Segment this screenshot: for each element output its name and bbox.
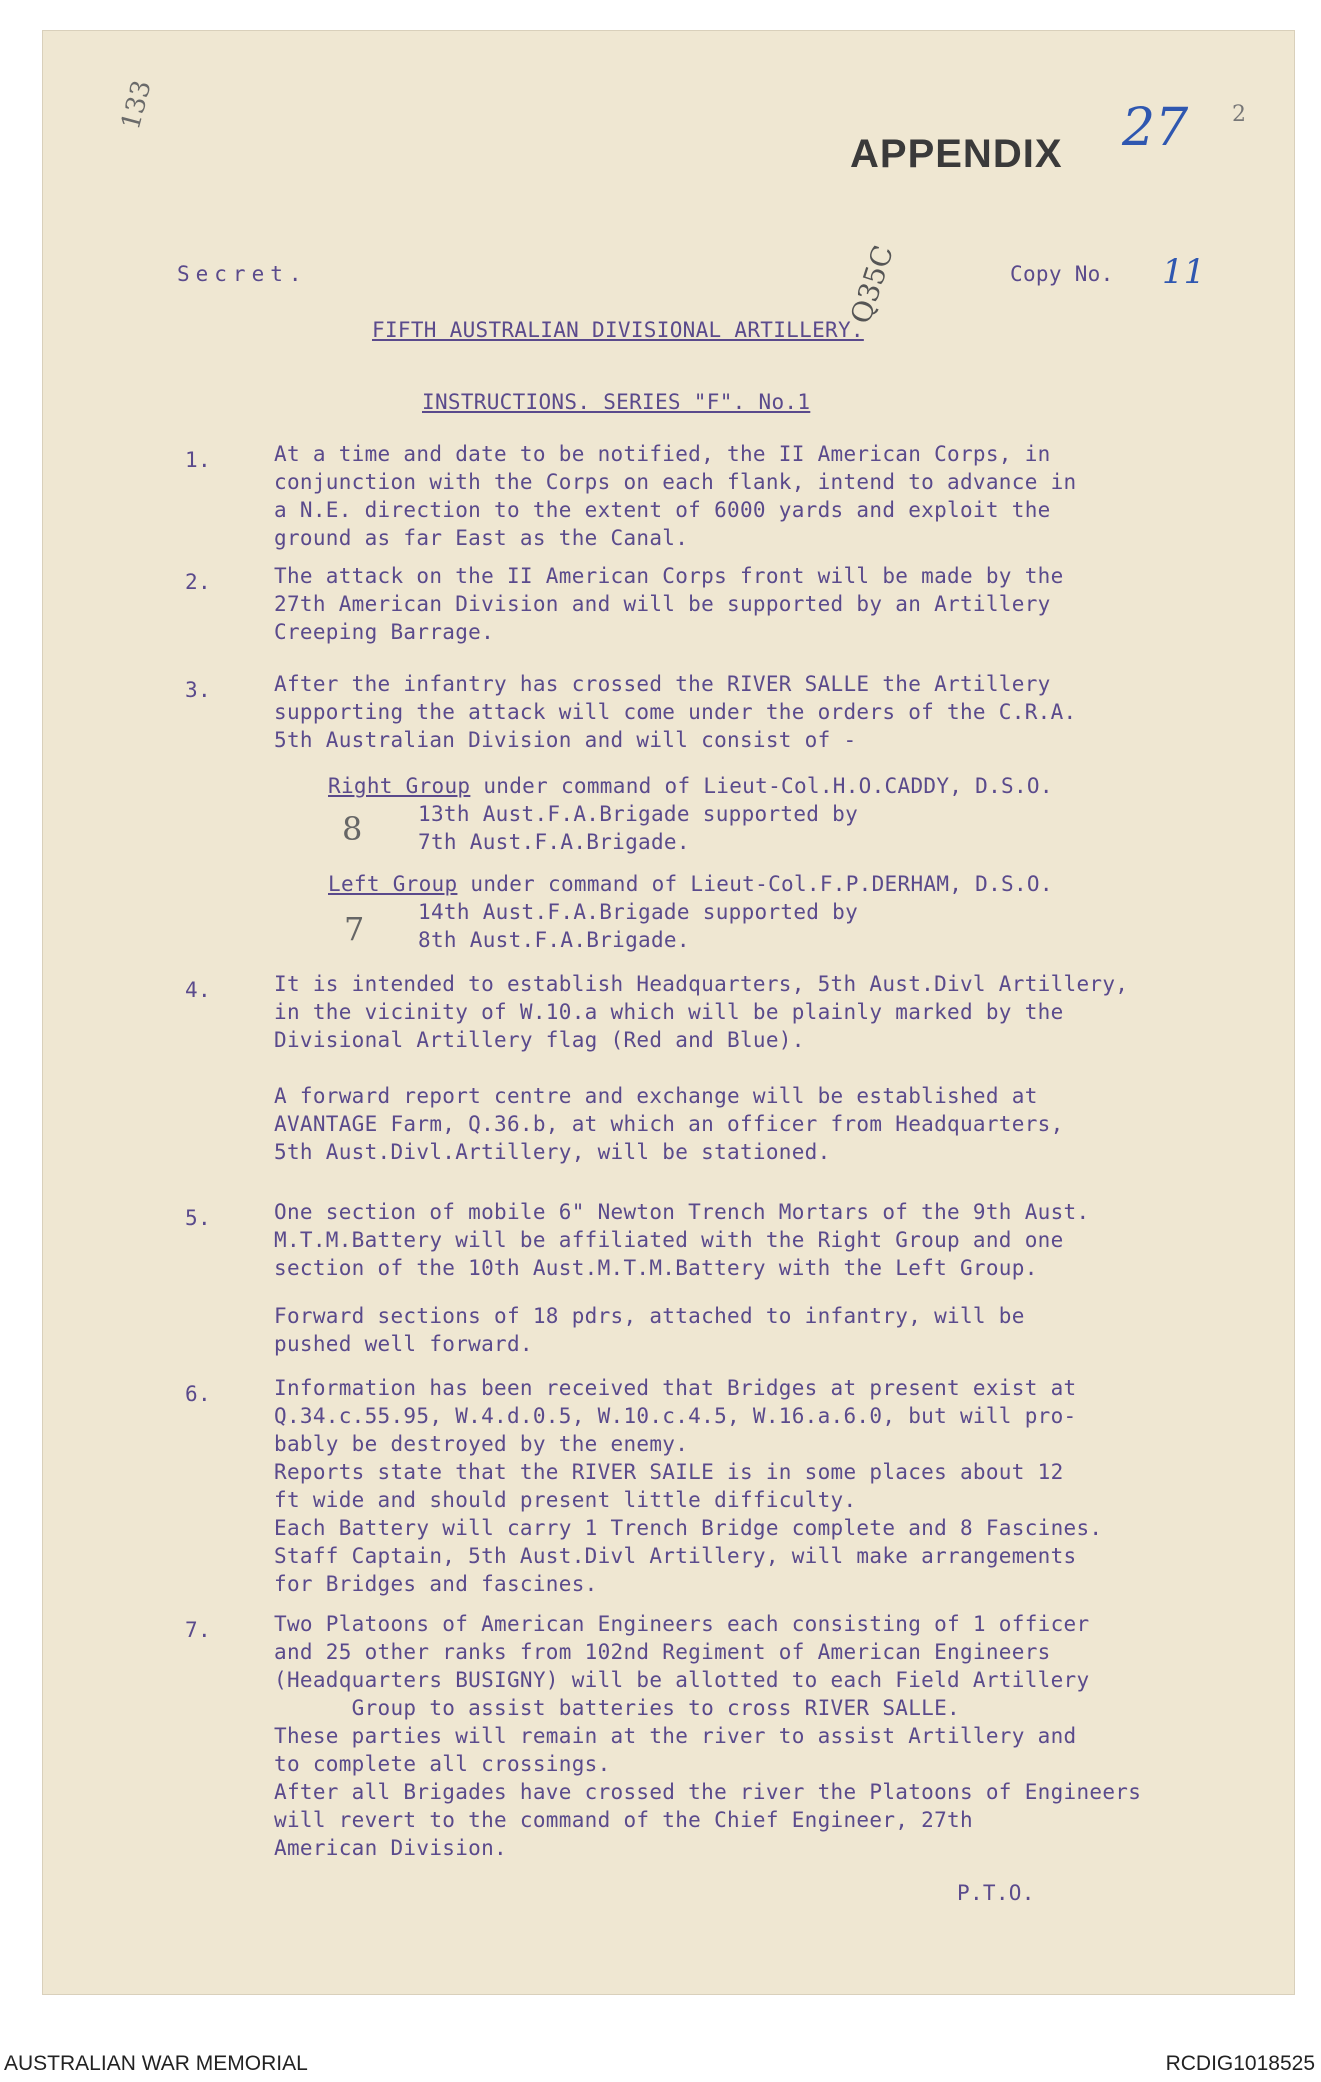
paragraph-3: After the infantry has crossed the RIVER SALLE the Artillery supporting the attack will come under the orders of the C.R.A. 5th Australian Division and will consist of - bbox=[274, 672, 1077, 752]
paragraph-6: Information has been received that Bridges at present exist at Q.34.c.55.95, W.4.d.0.5, W.10.c.4.5, W.16.a.6.0, but will pro- bably be destroyed by the enemy. Reports state that the RIVER SAILE is in some places about 12 ft wide and should present little difficulty. Each Battery will carry 1 Trench Bridge complete and 8 Fascines. Staff Captain, 5th Aust.Divl Artillery, will make arrangements for Bridges and fascines. bbox=[274, 1376, 1103, 1596]
document-page bbox=[42, 30, 1295, 1995]
left-group-block: Left Group under command of Lieut-Col.F.P.DERHAM, D.S.O. 14th Aust.F.A.Brigade supported by 8th Aust.F.A.Brigade. bbox=[328, 872, 1053, 952]
right-group-block: Right Group under command of Lieut-Col.H.O.CADDY, D.S.O. 13th Aust.F.A.Brigade supported by 7th Aust.F.A.Brigade. bbox=[328, 774, 1053, 854]
archive-credit: AUSTRALIAN WAR MEMORIAL bbox=[4, 2052, 308, 2075]
paragraph-number: 5. bbox=[185, 1206, 211, 1230]
margin-mark: 8 bbox=[342, 810, 363, 848]
document-title: FIFTH AUSTRALIAN DIVISIONAL ARTILLERY. bbox=[372, 318, 864, 342]
paragraph-4: It is intended to establish Headquarters, 5th Aust.Divl Artillery, in the vicinity of W.10.a which will be plainly marked by the Divisional Artillery flag (Red and Blue). bbox=[274, 972, 1129, 1052]
paragraph-5-continued: Forward sections of 18 pdrs, attached to infantry, will be pushed well forward. bbox=[274, 1304, 1025, 1356]
archive-reference-number: 133 bbox=[115, 77, 158, 133]
paragraph-5: One section of mobile 6" Newton Trench Mortars of the 9th Aust. M.T.M.Battery will be affiliated with the Right Group and one section of the 10th Aust.M.T.M.Battery with the Left Group. bbox=[274, 1200, 1090, 1280]
paragraph-4-continued: A forward report centre and exchange will be established at AVANTAGE Farm, Q.36.b, at which an officer from Headquarters, 5th Aust.Divl.Artillery, will be stationed. bbox=[274, 1084, 1064, 1164]
paragraph-2: The attack on the II American Corps front will be made by the 27th American Division and will be supported by an Artillery Creeping Barrage. bbox=[274, 564, 1064, 644]
appendix-number-stamped: 2 bbox=[1232, 102, 1246, 127]
copy-number-handwritten: 11 bbox=[1162, 252, 1206, 292]
classification: Secret. bbox=[177, 262, 308, 286]
paragraph-1: At a time and date to be notified, the II American Corps, in conjunction with the Corps on each flank, intend to advance in a N.E. direction to the extent of 6000 yards and exploit the ground as far East as the Canal. bbox=[274, 442, 1077, 550]
paragraph-number: 7. bbox=[185, 1618, 211, 1642]
paragraph-number: 3. bbox=[185, 678, 211, 702]
margin-mark: 7 bbox=[344, 910, 365, 948]
copy-label: Copy No. bbox=[1010, 262, 1114, 286]
file-reference-handwritten: Q35C bbox=[843, 241, 901, 328]
paragraph-number: 1. bbox=[185, 448, 211, 472]
paragraph-number: 2. bbox=[185, 570, 211, 594]
appendix-stamp: APPENDIX bbox=[850, 132, 1063, 176]
paragraph-number: 6. bbox=[185, 1382, 211, 1406]
paragraph-number: 4. bbox=[185, 978, 211, 1002]
paragraph-7: Two Platoons of American Engineers each consisting of 1 officer and 25 other ranks from 102nd Regiment of American Engineers (Headquarters BUSIGNY) will be allotted to each Field Artillery Group to assist batteries to cross RIVER SALLE. These parties will remain at the river to assist Artillery and to complete all crossings. After all Brigades have crossed the river the Platoons of Engineers will revert to the command of the Chief Engineer, 27th American Division. bbox=[274, 1612, 1142, 1860]
archive-id: RCDIG1018525 bbox=[1165, 2052, 1315, 2075]
please-turn-over: P.T.O. bbox=[957, 1881, 1035, 1905]
right-group-heading: Right Group bbox=[328, 774, 471, 798]
document-subtitle: INSTRUCTIONS. SERIES "F". No.1 bbox=[422, 390, 811, 414]
appendix-number-handwritten: 27 bbox=[1122, 98, 1189, 158]
left-group-heading: Left Group bbox=[328, 872, 458, 896]
